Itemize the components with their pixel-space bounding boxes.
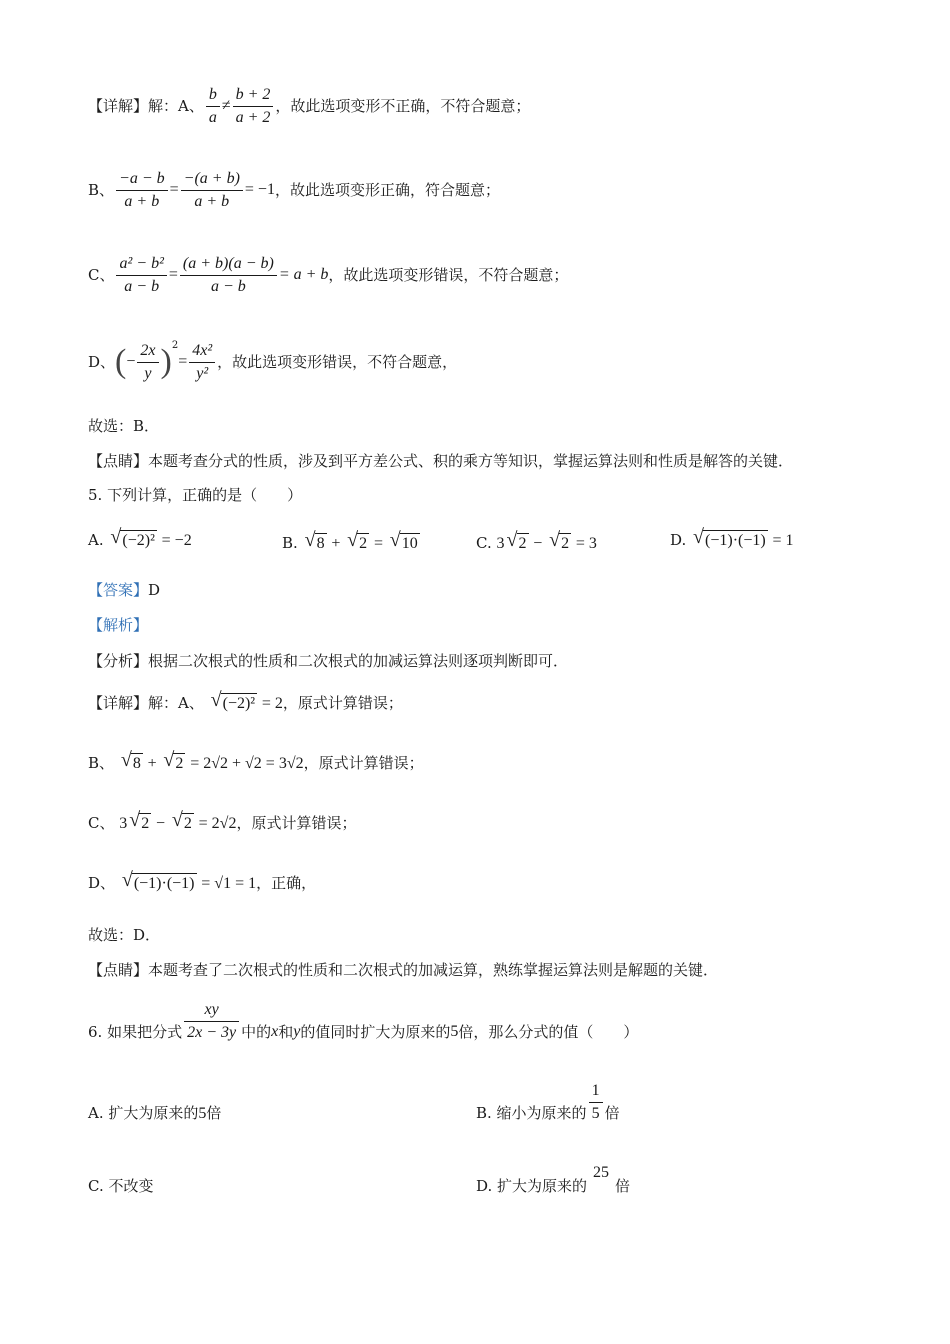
q5-option-d-result: = 1 [772,532,794,549]
q6-option-b-fraction: $\frac{1}{5}$ [589,1082,603,1123]
q5-detail-a: 【详解】解：A、 √ (−2)² = 2，原式计算错误； [88,689,403,712]
q5-option-d: D. √ (−1)·(−1) = 1 [670,526,794,549]
q5-detail-a-result: = 2 [261,695,283,712]
q5-option-b-rad1: 8 [316,535,325,552]
q6-stem-suffix: 倍，那么分式的值（ ） [458,1023,639,1041]
q4-detail-c: C、 $\frac{\text{a² − b²}}{a - b}$ = $\frac{(a + b)(a - b)}{a - b}$ = a + b ，故此选项变形错误，不符合题意； [88,254,569,295]
q5-detail-a-radical: (−2)² [222,695,256,712]
q4-c-text: ，故此选项变形错误，不符合题意； [328,266,569,284]
q5-detail-d-label: D、 [88,874,116,892]
q4-c-fraction-right: $\frac{(a + b)(a - b)}{a - b}$ [180,255,277,296]
q4-d-fraction-left: $\frac{2x}{y}$ [137,342,158,383]
q4-choice: 故选：B． [88,417,160,435]
q6-stem-mid2: 和 [278,1023,294,1041]
q5-option-c-coef: 3 [496,535,505,552]
q5-option-a-result: = −2 [161,532,192,549]
q4-b-result: = −1 [244,181,275,198]
q5-option-c: C. 3 √ 2 − √ 2 = 3 [476,529,597,552]
q6-var-y: y [293,1023,301,1040]
q4-d-label: D、 [88,353,116,371]
q6-option-b [476,1075,620,1123]
q5-detail-d-text: ，正确， [256,874,317,892]
q4-b-text: ，故此选项变形正确，符合题意； [274,181,500,199]
q4-detail-a-prefix: 【详解】解：A、 [88,97,204,115]
q5-choice: 故选：D． [88,926,161,944]
q5-option-a [88,526,192,551]
q4-c-fraction-left: $\frac{\text{a² − b²}}{a - b}$ [116,255,166,296]
q4-a-neq: ≠ [221,97,231,114]
q5-option-d-radical: (−1)·(−1) [705,532,766,549]
q6-option-b-suffix: 倍 [604,1104,620,1122]
q5-analysis: 【分析】根据二次根式的性质和二次根式的加减运算法则逐项判断即可． [88,652,569,670]
q6-option-a-label: A. 扩大为原来的 [88,1104,199,1122]
q5-option-d-label: D. [670,531,687,549]
q4-b-fraction-right: $\frac{-(a + b)}{a + b}$ [181,170,243,211]
q5-option-b-rad2: 2 [359,535,368,552]
q5-detail-b-text: ，原式计算错误； [303,754,424,772]
q5-detail-b-label: B、 [88,754,115,772]
q4-detail-d: D、 ( − $\frac{2x}{y}$ ) 2 = $\frac{\text{4x²}}{\text{y²}}$ ，故此选项变形错误，不符合题意， [88,340,458,382]
q5-option-a-label: A. [88,531,104,549]
q5-detail-c-text: ，原式计算错误； [236,814,357,832]
q4-a-text: ，故此选项变形不正确，不符合题意； [275,97,531,115]
q5-detail-c-expr: = 2√2 [198,815,237,832]
q6-option-d [476,1164,631,1197]
q5-option-c-rad1: 2 [518,535,527,552]
q6-option-d-num: 25 [593,1164,610,1181]
q4-detail-b: B、 $\frac{-a - b}{a + b}$ = $\frac{-(a + b)}{a + b}$ = −1 ，故此选项变形正确，符合题意； [88,169,500,210]
q5-analysis-tag: 【解析】 [88,616,149,634]
q6-stem-mid3: 的值同时扩大为原来的 [300,1023,451,1041]
q4-b-fraction-left: $\frac{-a - b}{a + b}$ [116,170,168,211]
q6-option-d-label: D. 扩大为原来的 [476,1177,588,1195]
q6-fraction: $\frac{xy}{2x - 3y}$ [184,1001,239,1042]
q6-stem [88,992,638,1042]
q4-d-text: ，故此选项变形错误，不符合题意， [217,353,458,371]
q5-detail-b: B、 √ 8 + √ 2 = 2√2 + √2 = 3√2，原式计算错误； [88,749,424,772]
q5-answer [88,580,160,600]
q5-detail-d: D、 √ (−1)·(−1) = √1 = 1，正确， [88,869,317,892]
q5-comment: 【点睛】本题考查了二次根式的性质和二次根式的加减运算，熟练掌握运算法则是解题的关键． [88,961,719,979]
answer-tag: 【答案】 [88,581,149,599]
q4-a-fraction-left: $\frac{b}{a}$ [206,86,220,127]
q6-stem-mid1: 中的 [241,1023,272,1041]
q5-detail-c-label: C、 [88,814,115,832]
q5-detail-b-expr: = 2√2 + √2 = 3√2 [190,755,304,772]
q4-c-label: C、 [88,266,115,284]
q5-detail-c: C、 3 √ 2 − √ 2 = 2√2，原式计算错误； [88,809,357,832]
q5-option-c-result: = 3 [575,535,597,552]
q6-stem-prefix: 6. 如果把分式 [88,1023,183,1041]
q5-option-a-radical: √ (−2)² [110,526,155,549]
q4-comment: 【点睛】本题考查分式的性质，涉及到平方差公式、积的乘方等知识，掌握运算法则和性质是解答的关键． [88,452,794,470]
q5-detail-a-prefix: 【详解】解：A、 [88,694,204,712]
q5-detail-d-expr: = √1 = 1 [201,875,257,892]
q5-option-b-rad3: 10 [401,535,418,552]
q6-option-a-suffix: 倍 [206,1104,222,1122]
q6-option-a [88,1103,221,1124]
q4-d-fraction-right: $\frac{\text{4x²}}{\text{y²}}$ [189,342,215,383]
q4-detail-a [88,76,530,136]
q6-var-x: x [271,1023,279,1040]
q6-option-c: C. 不改变 [88,1177,154,1195]
q6-option-a-num: 5 [198,1105,207,1122]
q6-option-d-suffix: 倍 [615,1177,631,1195]
q6-factor: 5 [450,1023,459,1040]
q5-detail-a-text: ，原式计算错误； [282,694,403,712]
q5-option-c-rad2: 2 [561,535,570,552]
q4-b-label: B、 [88,181,115,199]
q5-option-c-label: C. [476,534,492,552]
answer-value: D [148,581,161,599]
q4-a-fraction-right: $\frac{b + 2}{a + 2}$ [233,86,274,127]
q6-option-b-label: B. 缩小为原来的 [476,1104,587,1122]
q5-option-b-label: B. [282,534,298,552]
q4-c-result: = a + b [278,266,329,283]
q5-option-b: B. √ 8 + √ 2 = √ 10 [282,529,418,552]
q5-stem: 5. 下列计算，正确的是（ ） [88,486,303,504]
